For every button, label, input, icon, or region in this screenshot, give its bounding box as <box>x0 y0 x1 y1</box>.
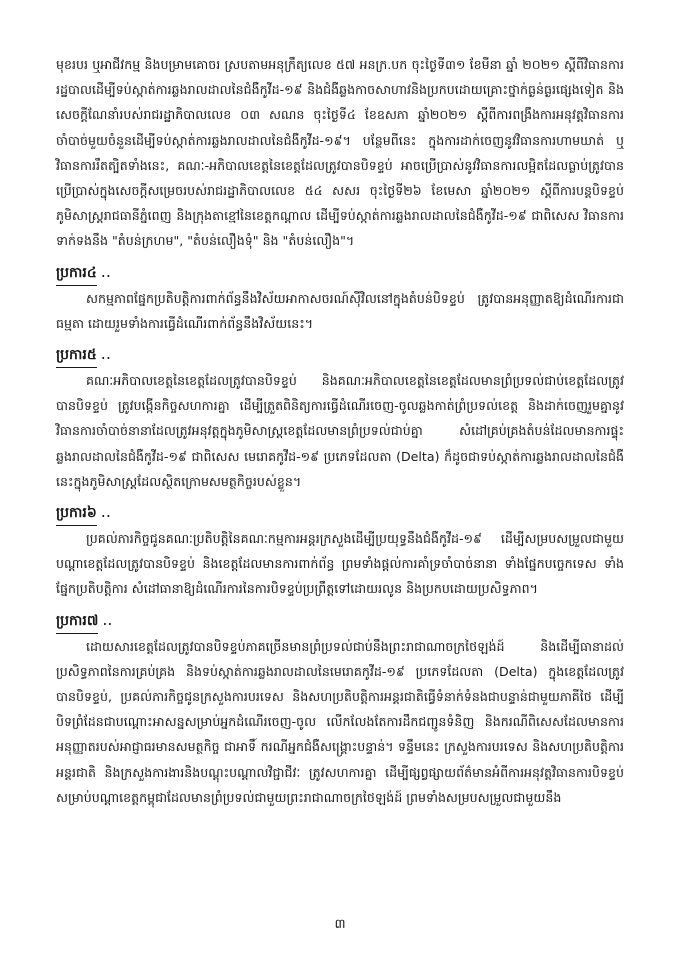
article-5-dots: .. <box>100 344 111 364</box>
article-6-dots: .. <box>100 502 111 522</box>
article-7-title: ប្រការ៧ <box>56 610 98 634</box>
article-5-body: គណៈអភិបាលខេត្តនៃខេត្តដែលត្រូវបានបិទខ្ទប់ និងគណៈអភិបាលខេត្តនៃខេត្តដែលមានព្រំប្រទល់ជាប់ខេត្តដែលត្រូវបានបិទខ្ទប់ ត្រូវបង្កើនកិច្ចសហការគ្នា ដើម្បីត្រួតពិនិត្យការធ្វើដំណើរចេញ-ចូលឆ្លងកាត់ព្រំប្រទល់ខេត្ត និងដាក់ចេញរួមគ្នានូវវិធានការចាំបាច់នានាដែលត្រូវអនុវត្តក្នុងភូមិសាស្ត្រខេត្តដែលមានព្រំប្រទល់ជាប់គ្នា សំដៅគ្រប់គ្រងតំបន់ដែលមានការផ្ទុះឆ្លងរាលដាលនៃជំងឺកូវីដ-១៩ ជាពិសេស មេរោគកូវីដ-១៩ ប្រភេទដែលតា (Delta) ក៏ដូចជាទប់ស្កាត់ការឆ្លងរាលដាលនៃជំងឺនេះក្នុងភូមិសាស្ត្រដែលស្ថិតក្រោមសមត្ថកិច្ចរបស់ខ្លួន។ <box>56 373 624 489</box>
article-6-title: ប្រការ៦ <box>56 502 97 526</box>
article-4-body: សកម្មភាពផ្នែកប្រតិបត្តិការពាក់ព័ន្ធនឹងវិស័យអាកាសចរណ៍ស៊ីវិលនៅក្នុងតំបន់បិទខ្ទប់ ត្រូវបានអនុញ្ញាតឱ្យដំណើរការជាធម្មតា ដោយរួមទាំងការធ្វើដំណើរពាក់ព័ន្ធនឹងវិស័យនេះ។ <box>56 290 624 331</box>
article-5 <box>56 336 624 494</box>
page-number: ៣ <box>334 917 346 932</box>
article-6 <box>56 494 624 602</box>
article-5-title: ប្រការ៥ <box>56 344 97 368</box>
intro-paragraph: មុខរបរ ឬអាជីវកម្ម និងបម្រាមគោចរ ស្របតាមអនុក្រឹត្យលេខ ៥៧ អនក្រ.បក ចុះថ្ងៃទី៣១ ខែមីនា ឆ្នាំ ២០២១ ស្តីពីវិធានការរដ្ឋបាលដើម្បីទប់ស្កាត់ការឆ្លងរាលដាលនៃជំងឺកូវីដ-១៩ និងជំងឺឆ្លងកាចសាហាវនិងប្រកបដោយគ្រោះថ្នាក់ធ្ងន់ធ្ងរផ្សេងទៀត និងសេចក្តីណែនាំរបស់រាជរដ្ឋាភិបាលលេខ ០៣ សណន ចុះថ្ងៃទី៤ ខែឧសភា ឆ្នាំ២០២១ ស្តីពីការពង្រឹងការអនុវត្តវិធានការចាំបាច់មួយចំនួនដើម្បីទប់ស្កាត់ការឆ្លងរាលដាលនៃជំងឺកូវីដ-១៩។ បន្ថែមពីនេះ ក្នុងការដាក់ចេញនូវវិធានការហាមឃាត់ ឬវិធានការរឹតត្បិតទាំងនេះ, គណៈ-អភិបាលខេត្តនៃខេត្តដែលត្រូវបានបិទខ្ទប់ អាចប្រើប្រាស់នូវវិធានការលម្អិតដែលធ្លាប់ត្រូវបានប្រើប្រាស់ក្នុងសេចក្តីសម្រេចរបស់រាជរដ្ឋាភិបាលលេខ ៥៤ សសរ ចុះថ្ងៃទី២៦ ខែមេសា ឆ្នាំ២០២១ ស្តីពីការបន្តបិទខ្ទប់ភូមិសាស្ត្ររាជធានីភ្នំពេញ និងក្រុងតាខ្មៅនៃខេត្តកណ្តាល ដើម្បីទប់ស្កាត់ការឆ្លងរាលដាលនៃជំងឺកូវីដ-១៩ ជាពិសេស វិធានការទាក់ទងនឹង "តំបន់ក្រហម", "តំបន់លឿងទុំ" និង "តំបន់លឿង"។ <box>56 57 624 249</box>
article-7-dots: .. <box>102 609 113 629</box>
article-7 <box>56 602 624 810</box>
article-4 <box>56 254 624 336</box>
article-6-body: ប្រគល់ភារកិច្ចជូនគណៈប្រតិបត្តិនៃគណៈកម្មការអន្តរក្រសួងដើម្បីប្រយុទ្ធនឹងជំងឺកូវីដ-១៩ ដើម្បីសម្របសម្រួលជាមួយបណ្តាខេត្តដែលត្រូវបានបិទខ្ទប់ និងខេត្តដែលមានការពាក់ព័ន្ធ ព្រមទាំងផ្តល់ការគាំទ្រចាំបាច់នានា ទាំងផ្នែកបច្ចេកទេស ទាំងផ្នែកប្រតិបត្តិការ សំដៅធានាឱ្យដំណើរការនៃការបិទខ្ទប់ប្រព្រឹត្តទៅដោយរលូន និងប្រកបដោយប្រសិទ្ធភាព។ <box>56 531 624 597</box>
article-7-body: ដោយសារខេត្តដែលត្រូវបានបិទខ្ទប់ភាគច្រើនមានព្រំប្រទល់ជាប់នឹងព្រះរាជាណាចក្រថៃឡង់ដ៍ និងដើម្បីធានាដល់ប្រសិទ្ធភាពនៃការគ្រប់គ្រង និងទប់ស្កាត់ការឆ្លងរាលដាលនៃមេរោគកូវីដ-១៩ ប្រភេទដែលតា (Delta) ក្នុងខេត្តដែលត្រូវបានបិទខ្ទប់, ប្រគល់ភារកិច្ចជូនក្រសួងការបរទេស និងសហប្រតិបត្តិការអន្តរជាតិធ្វើទំនាក់ទំនងជាបន្ទាន់ជាមួយភាគីថៃ ដើម្បីបិទព្រំដែនជាបណ្តោះអាសន្នសម្រាប់អ្នកដំណើរចេញ-ចូល លើកលែងតែការដឹកជញ្ជូនទំនិញ និងករណីពិសេសដែលមានការអនុញ្ញាតរបស់អាជ្ញាធរមានសមត្ថកិច្ច ជាអាទិ៍ ករណីអ្នកជំងឺសង្គ្រោះបន្ទាន់។ ទន្ទឹមនេះ ក្រសួងការបរទេស និងសហប្រតិបត្តិការអន្តរជាតិ និងក្រសួងការងារនិងបណ្តុះបណ្តាលវិជ្ជាជីវៈ ត្រូវសហការគ្នា ដើម្បីផ្សព្វផ្សាយព័ត៌មានអំពីការអនុវត្តវិធានការបិទខ្ទប់សម្រាប់បណ្តាខេត្តកម្ពុជាដែលមានព្រំប្រទល់ជាមួយព្រះរាជាណាចក្រថៃឡង់ដ៍ ព្រមទាំងសម្របសម្រួលជាមួយនឹង <box>56 638 624 805</box>
article-4-title: ប្រការ៤ <box>56 262 97 286</box>
article-4-dots: .. <box>100 261 111 281</box>
